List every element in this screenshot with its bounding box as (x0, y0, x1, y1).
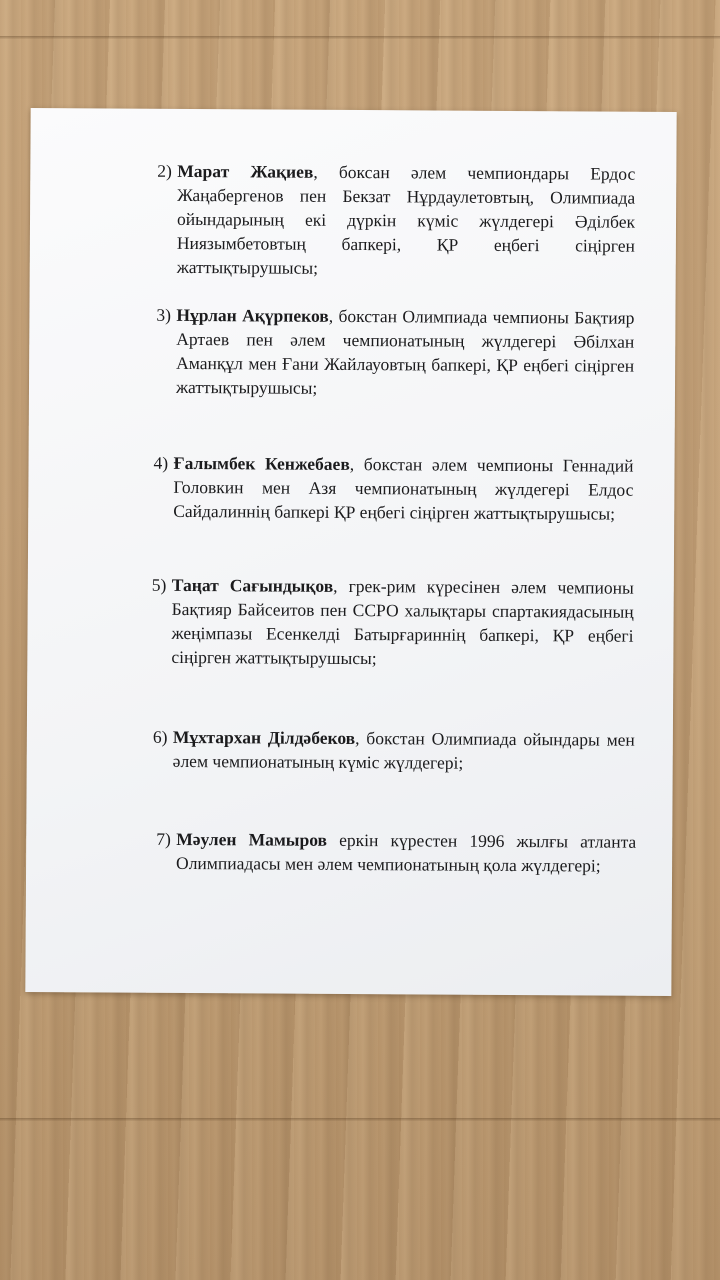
person-name: Марат Жақиев (177, 160, 314, 182)
person-name: Мұхтархан Ділдәбеков (172, 726, 356, 749)
item-number: 3) (156, 304, 172, 325)
person-name: Мәулен Мамыров (176, 828, 328, 850)
person-name: Ғалымбек Кенжебаев (173, 452, 350, 474)
item-description: , боксан әлем чемпиондары Ердос Жаңабергенов пен Бекзат Нұрдаулетовтың, Олимпиада ойындарының екі дүркін күміс жүлдегері Әділбек Ниязымбетовтың бапкері, ҚР еңбегі сіңірген жаттықтырушысы; (176, 161, 636, 278)
item-number: 7) (156, 828, 171, 849)
list-item (156, 303, 635, 402)
item-number: 4) (153, 452, 169, 473)
list-item (156, 827, 637, 878)
item-number: 2) (157, 160, 172, 181)
list-item (157, 159, 636, 282)
list-item (152, 725, 635, 776)
list-item (153, 451, 634, 526)
item-number: 5) (151, 574, 167, 595)
item-description: , бокстан Олимпиада чемпионы Бақтияр Артаев пен әлем чемпионатының жүлдегері Әбілхан Аманқұл мен Ғани Жайлауовтың бапкері, ҚР еңбегі сіңірген жаттықтырушысы; (175, 305, 635, 398)
item-description: , бокстан әлем чемпионы Геннадий Головкин мен Азя чемпионатының жүлдегері Елдос Сайдалиннің бапкері ҚР еңбегі сіңірген жаттықтырушысы; (173, 453, 634, 524)
item-description: , грек-рим күресінен әлем чемпионы Бақтияр Байсеитов пен ССРО халықтары спартакиядасының жеңімпазы Есенкелді Батырғариннің бапкері, ҚР еңбегі сіңірген жаттықтырушысы; (171, 575, 634, 669)
item-description: еркін күрестен 1996 жылғы атланта Олимпиадасы мен әлем чемпионатының қола жүлдегері; (176, 829, 637, 876)
item-description: , бокстан Олимпиада ойындары мен әлем чемпионатының күміс жүлдегері; (172, 728, 635, 773)
wood-seam (0, 1118, 720, 1121)
list-item (151, 573, 634, 672)
award-list (25, 108, 676, 996)
person-name: Нұрлан Ақүрпеков (176, 304, 329, 326)
person-name: Таңат Сағындықов (171, 574, 334, 596)
paper-sheet (25, 108, 676, 996)
wood-seam (0, 36, 720, 39)
item-number: 6) (152, 726, 168, 747)
